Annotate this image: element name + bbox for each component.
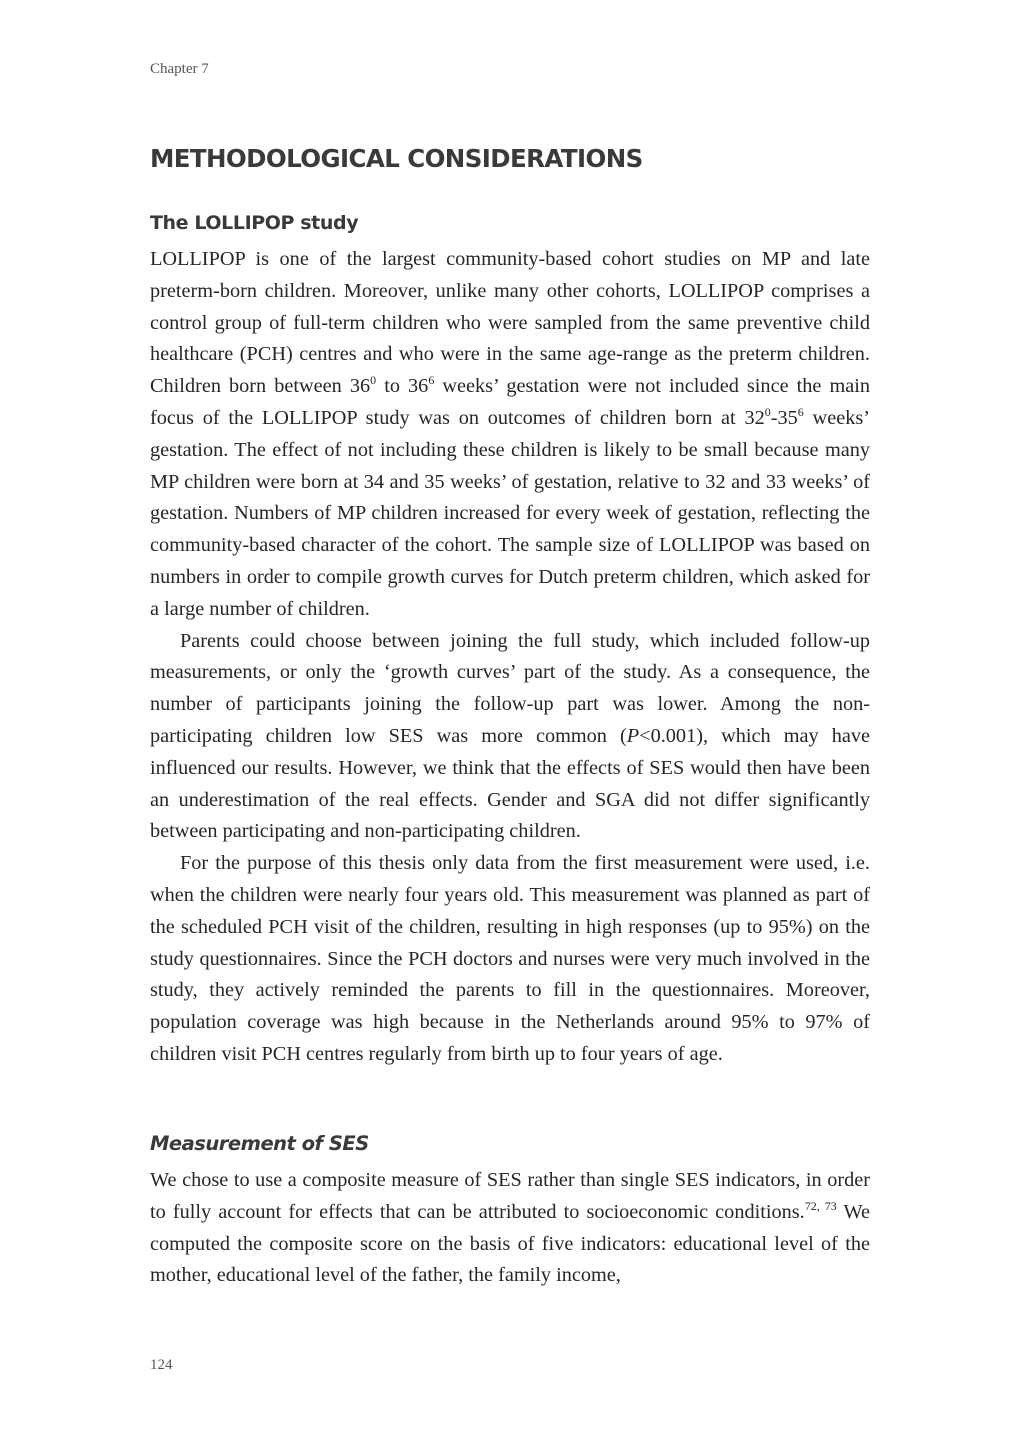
section-title: The LOLLIPOP study	[150, 212, 359, 234]
italic-p-value: P	[626, 724, 640, 747]
superscript: 6	[428, 373, 435, 388]
paragraph-ses	[150, 1165, 870, 1292]
subsection-body	[150, 1165, 870, 1292]
running-head: Chapter 7	[150, 61, 209, 77]
paragraph-text: weeks’ gestation were not included since the main focus of the LOLLIPOP study was on outcomes of children born at 32	[150, 375, 871, 429]
paragraph-text: weeks’ gestation. The effect of not including these children is likely to be small because many MP children were born at 34 and 35 weeks’ of gestation, relative to 32 and 33 weeks’ of gestation. Numbers of MP children increased for every week of gestation, reflecting the community-based character of the cohort. The sample size of LOLLIPOP was based on numbers in order to compile growth curves for Dutch preterm children, which asked for a large number of children.	[150, 406, 870, 620]
page-number: 124	[150, 1357, 173, 1373]
paragraph-text: Parents could choose between joining the full study, which included follow-up measurements, or only the ‘growth curves’ part of the study. As a consequence, the number of participants joining the follow-up part was lower. Among the non-participating children low SES was more common (	[150, 629, 870, 747]
superscript: 0	[370, 373, 377, 388]
paragraph-text: LOLLIPOP is one of the largest community-based cohort studies on MP and late preterm-born children. Moreover, unlike many other cohorts, LOLLIPOP comprises a control group of full-term children who were sampled from the same preventive child healthcare (PCH) centres and who were in the same age-range as the preterm children. Children born between 36	[150, 248, 870, 398]
paragraph-text: -35	[770, 406, 798, 429]
paragraph-text: to 36	[376, 375, 429, 398]
section-body	[150, 244, 870, 1071]
citation-superscript: 72, 73	[804, 1198, 837, 1213]
paragraph-text: We chose to use a composite measure of SES rather than single SES indicators, in order to fully account for effects that can be attributed to socioeconomic conditions.	[150, 1169, 870, 1223]
paragraph-text: We computed the composite score on the basis of five indicators: educational level of the mother, educational level of the father, the family income,	[150, 1200, 870, 1287]
superscript: 6	[797, 404, 804, 419]
paragraph-2	[150, 626, 870, 849]
subsection-title: Measurement of SES	[150, 1132, 369, 1155]
superscript: 0	[764, 404, 771, 419]
paragraph-3: For the purpose of this thesis only data from the first measurement were used, i.e. when the children were nearly four years old. This measurement was planned as part of the scheduled PCH visit of the children, resulting in high responses (up to 95%) on the study questionnaires. Since the PCH doctors and nurses were very much involved in the study, they actively reminded the parents to fill in the questionnaires. Moreover, population coverage was high because in the Netherlands around 95% to 97% of children visit PCH centres regularly from birth up to four years of age.	[150, 852, 870, 1065]
paragraph-1	[150, 244, 870, 626]
chapter-title: METHODOLOGICAL CONSIDERATIONS	[150, 144, 643, 173]
paragraph-text: <0.001), which may have influenced our results. However, we think that the effects of SES would then have been an underestimation of the real effects. Gender and SGA did not differ significantly between participating and non-participating children.	[150, 724, 871, 843]
